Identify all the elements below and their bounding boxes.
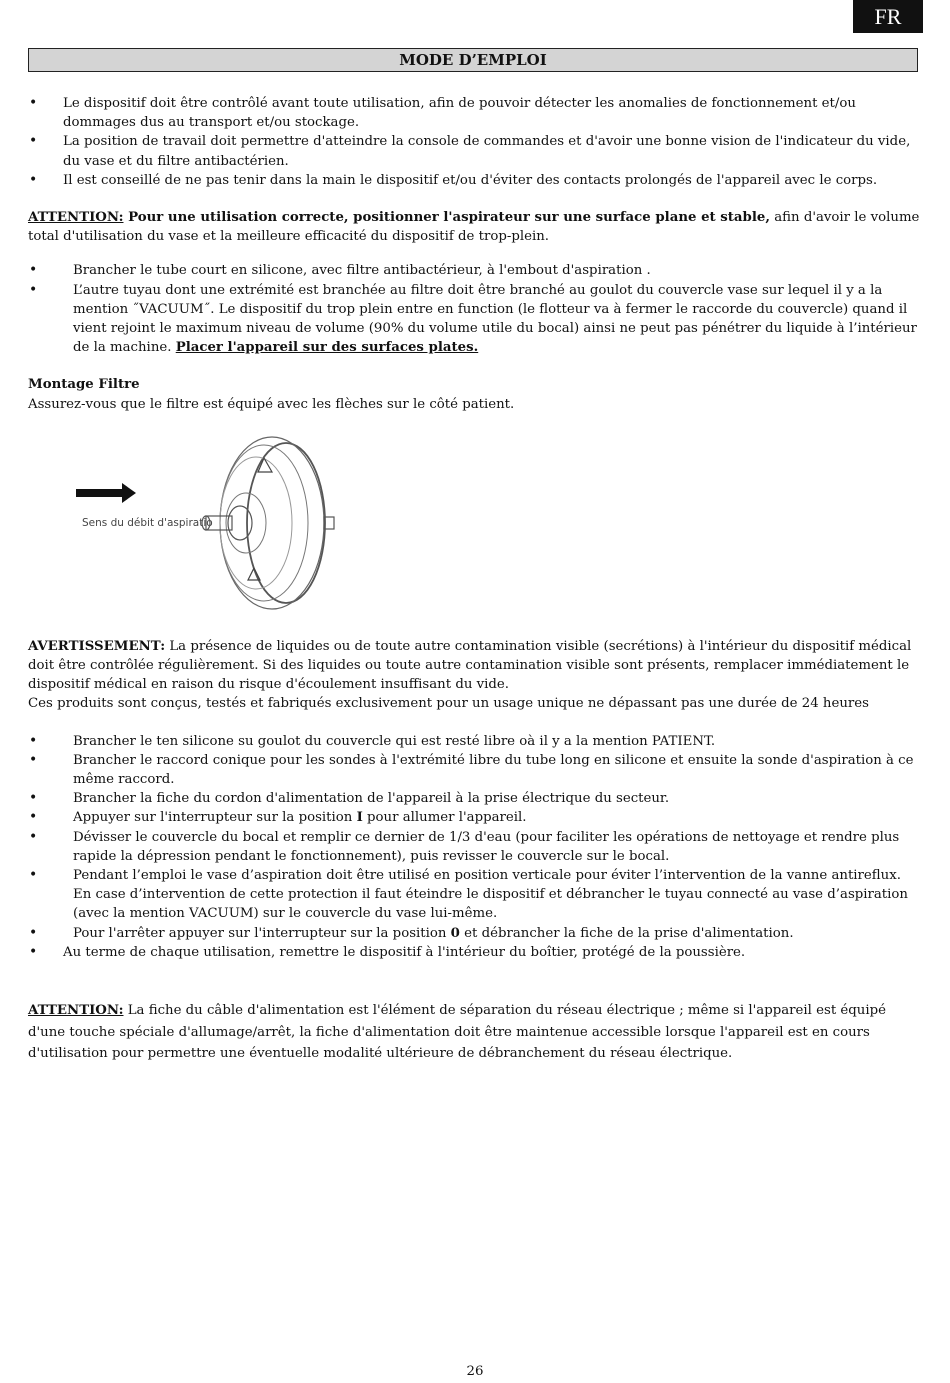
attention-text: La fiche du câble d'alimentation est l'élément de séparation du réseau électrique ; même si l'appareil est équipé d'une touche spéciale d'allumage/arrêt, la fiche d'alimentation doit être maintenue accessible lorsque l'appareil est en cours d'utilisation pour permettre une éventuelle modalité ultérieure de débranchement du réseau électrique. [28,1003,886,1062]
filter-diagram-icon [28,420,348,632]
language-badge: FR [853,0,923,33]
list-item: • Brancher le ten silicone su goulot du couvercle qui est resté libre oà il y a la mention PATIENT. [28,732,921,751]
intro-list [28,94,921,190]
switch-position-off: 0 [450,925,460,941]
attention-text: afin d'avoir le volume total d'utilisation du vase et la meilleure efficacité du dispositif de trop-plein. [28,210,920,245]
attention-label: ATTENTION: [28,210,124,226]
usage-list [28,732,921,962]
warning-text: La présence de liquides ou de toute autre contamination visible (secrétions) à l'intérieur du dispositif médical doit être contrôlée régulièrement. Si des liquides ou toute autre contamination visible sont présents, remplacer immédiatement le dispositif médical en raison du risque d'écoulement insuffisant du vide. [28,638,912,693]
list-item: • Brancher la fiche du cordon d'alimentation de l'appareil à la prise électrique du secteur. [28,789,921,808]
setup-emphasis: Placer l'appareil sur des surfaces plates. [175,340,479,356]
list-item: • Brancher le raccord conique pour les sondes à l'extrémité libre du tube long en silicone et ensuite la sonde d'aspiration à ce même raccord. [28,751,921,789]
list-item: • Brancher le tube court en silicone, avec filtre antibactérieur, à l'embout d'aspiration . [28,261,921,280]
list-item [28,924,921,943]
list-item [28,808,921,827]
attention-paragraph-2 [28,1000,921,1065]
page-title: MODE D’EMPLOI [28,48,918,72]
list-item: • Il est conseillé de ne pas tenir dans la main le dispositif et/ou d'éviter des contacts prolongés de l'appareil avec le corps. [28,171,921,190]
page-number: 26 [466,1364,484,1379]
list-item [28,281,921,358]
list-item: • Le dispositif doit être contrôlé avant toute utilisation, afin de pouvoir détecter les anomalies de fonctionnement et/ou dommages dus au transport et/ou stockage. [28,94,921,132]
setup-text: L’autre tuyau dont une extrémité est branchée au filtre doit être branché au goulot du couvercle vase sur lequel il y a la mention ˝VACUUM˝. Le dispositif du trop plein entre en function (le flotteur va à fermer le raccorde du couvercle) quand il vient rejoint le maximum niveau de volume (90% du volume utile du bocal) ainsi ne peut pas pénétrer du liquide à l’intérieur de la machine. [73,282,917,356]
filter-figure [28,420,921,632]
usage-text: Pour l'arrêter appuyer sur l'interrupteur sur la position [73,925,451,941]
filter-heading: Montage Filtre [28,377,140,393]
warning-paragraph [28,637,921,695]
usage-text: Appuyer sur l'interrupteur sur la position [73,810,357,826]
list-item: • Au terme de chaque utilisation, remettre le dispositif à l'intérieur du boîtier, protégé de la poussière. [28,943,921,962]
figure-caption: Sens du débit d'aspiratio [82,516,213,529]
document-body [28,94,921,1065]
list-item: • Dévisser le couvercle du bocal et remplir ce dernier de 1/3 d'eau (pour faciliter les opérations de nettoyage et rendre plus rapide la dépression pendant le fonctionnement), puis revisser le couvercle sur le bocal. [28,828,921,866]
attention-paragraph [28,208,921,246]
attention-bold-text: Pour une utilisation correcte, positionner l'aspirateur sur une surface plane et stable, [123,210,770,226]
usage-text: et débrancher la fiche de la prise d'alimentation. [459,925,794,941]
warning-label: AVERTISSEMENT: [28,638,166,654]
list-item: • La position de travail doit permettre d'atteindre la console de commandes et d'avoir une bonne vision de l'indicateur du vide, du vase et du filtre antibactérien. [28,132,921,170]
setup-list [28,261,921,357]
single-use-text: Ces produits sont conçus, testés et fabriqués exclusivement pour un usage unique ne dépassant pas une durée de 24 heures [28,696,869,712]
list-item: • Pendant l’emploi le vase d’aspiration doit être utilisé en position verticale pour éviter l’intervention de la vanne antireflux. En case d’intervention de cette protection il faut éteindre le dispositif et débrancher le tuyau connecté au vase d’aspiration (avec la mention VACUUM) sur le couvercle du vase lui-même. [28,866,921,924]
filter-text: Assurez-vous que le filtre est équipé avec les flèches sur le côté patient. [28,396,515,412]
usage-text: pour allumer l'appareil. [362,810,527,826]
attention-label: ATTENTION: [28,1003,124,1019]
switch-position-on: I [356,810,363,826]
